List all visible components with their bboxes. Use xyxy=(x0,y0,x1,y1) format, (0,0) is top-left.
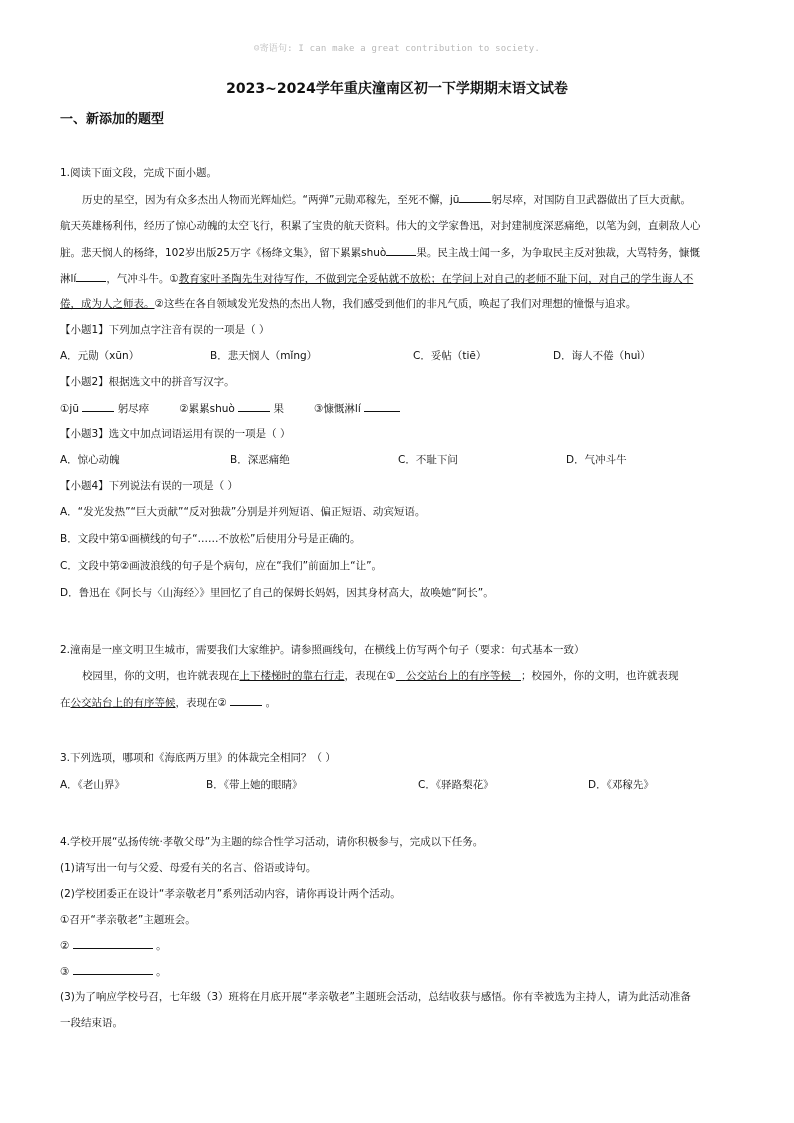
q4-task-2-item-3: ③ 。 xyxy=(60,963,167,980)
q1-sub3-option-d[interactable]: D．气冲斗牛 xyxy=(566,454,627,466)
q1-sub3-option-a[interactable]: A．惊心动魄 xyxy=(60,454,120,466)
q1-sub3-option-b[interactable]: B．深恶痛绝 xyxy=(230,454,290,466)
q1-passage-line-5: 倦，成为人之师表。②这些在各自领域发光发热的杰出人物，我们感受到他们的非凡气质，唤起了我们对理想的憧憬与追求。 xyxy=(60,298,637,310)
answer-blank-activity-2[interactable] xyxy=(73,937,153,949)
q4-task-1: (1)请写出一句与父爱、母爱有关的名言、俗语或诗句。 xyxy=(60,862,317,874)
blank-shuo[interactable] xyxy=(386,244,416,256)
q4-task-2: (2)学校团委正在设计“孝亲敬老月”系列活动内容，请你再设计两个活动。 xyxy=(60,888,401,900)
q1-passage-line-3: 脏。悲天悯人的杨绛，102岁出版25万字《杨绛文集》，留下累累shuò 果。民主战士闻一多，为争取民主反对独裁，大骂特务，慷慨 xyxy=(60,244,700,261)
q3-stem: 3.下列选项，哪项和《海底两万里》的体裁完全相同？（ ） xyxy=(60,752,336,764)
q1-sub4-stem: 【小题4】下列说法有误的一项是（ ） xyxy=(60,480,239,492)
answer-blank-activity-3[interactable] xyxy=(73,963,153,975)
q4-task-2-item-2: ② 。 xyxy=(60,937,167,954)
answer-blank-q2-1[interactable]: 公交站台上的有序等候 xyxy=(405,670,511,682)
blank-li[interactable] xyxy=(76,270,106,282)
q1-sub1-stem: 【小题1】下列加点字注音有误的一项是（ ） xyxy=(60,324,270,336)
underlined-sentence-1: 教育家叶圣陶先生对待写作，不做到完全妥帖就不放松；在学问上对自己的老师不耻下问，对自己的学生诲人不 xyxy=(178,273,694,285)
q4-stem: 4.学校开展“弘扬传统·孝敬父母”为主题的综合性学习活动，请你积极参与，完成以下任务。 xyxy=(60,836,484,848)
q3-option-b[interactable]: B．《带上她的眼睛》 xyxy=(206,779,303,791)
q2-stem: 2.潼南是一座文明卫生城市，需要我们大家维护。请参照画线句，在横线上仿写两个句子（要求：句式基本一致） xyxy=(60,644,585,656)
q1-sub4-option-d[interactable]: D．鲁迅在《阿长与〈山海经〉》里回忆了自己的保姆长妈妈，因其身材高大，故唤她“阿长”。 xyxy=(60,587,494,599)
answer-blank-3[interactable] xyxy=(364,400,400,412)
q1-passage-line-1: 历史的星空，因为有众多杰出人物而光辉灿烂。“两弹”元勋邓稼先，至死不懈，jū 躬尽瘁，对国防自卫武器做出了巨大贡献。 xyxy=(82,191,691,208)
q2-line-2: 在公交站台上的有序等候，表现在② 。 xyxy=(60,694,276,711)
q3-option-a[interactable]: A．《老山界》 xyxy=(60,779,125,791)
wavy-sentence-2: ②这些在各自领域发光发热的杰出人物，我们感受到他们的非凡气质，唤起了我们对理想的憧憬与追求。 xyxy=(154,298,637,310)
q3-option-c[interactable]: C．《驿路梨花》 xyxy=(418,779,494,791)
watermark-motto: ☺寄语句: I can make a great contribution to society. xyxy=(253,44,541,54)
q1-sub2-stem: 【小题2】根据选文中的拼音写汉字。 xyxy=(60,376,235,388)
q1-sub4-option-c[interactable]: C．文段中第②画波浪线的句子是个病句，应在“我们”前面加上“让”。 xyxy=(60,560,383,572)
q4-task-3-line-2: 一段结束语。 xyxy=(60,1017,123,1029)
q1-sub1-option-d[interactable]: D．诲人不倦（huì） xyxy=(553,350,651,362)
answer-blank-q2-2[interactable] xyxy=(230,694,262,706)
model-underlined-phrase: 上下楼梯时的靠右行走 xyxy=(239,670,345,682)
q1-passage-line-4: 淋lí ，气冲斗牛。①教育家叶圣陶先生对待写作，不做到完全妥帖就不放松；在学问上对自己的老师不耻下问，对自己的学生诲人不 xyxy=(60,270,693,287)
q4-task-3-line-1: (3)为了响应学校号召，七年级（3）班将在月底开展“孝亲敬老”主题班会活动，总结收获与感悟。你有幸被选为主持人，请为此活动准备 xyxy=(60,991,691,1003)
q3-option-d[interactable]: D．《邓稼先》 xyxy=(588,779,654,791)
q1-sub1-option-b[interactable]: B．悲天悯人（mǐng） xyxy=(210,350,318,362)
q1-sub2-answers: ①jū 躬尽瘁 ②累累shuò 果 ③慷慨淋lí xyxy=(60,400,400,417)
q1-intro: 1.阅读下面文段，完成下面小题。 xyxy=(60,167,218,179)
answer-blank-2[interactable] xyxy=(238,400,270,412)
q1-sub3-stem: 【小题3】选文中加点词语运用有误的一项是（ ） xyxy=(60,428,291,440)
q2-line-1: 校园里，你的文明，也许就表现在上下楼梯时的靠右行走，表现在① 公交站台上的有序等候 ；校园外，你的文明，也许就表现 xyxy=(82,670,679,682)
answer-blank-1[interactable] xyxy=(82,400,114,412)
section-heading: 一、新添加的题型 xyxy=(60,112,165,127)
q4-task-2-item-1: ①召开“孝亲敬老”主题班会。 xyxy=(60,914,196,926)
blank-ju[interactable] xyxy=(459,191,491,203)
q1-sub1-option-a[interactable]: A．元勋（xūn） xyxy=(60,350,140,362)
q1-sub4-option-b[interactable]: B．文段中第①画横线的句子“……不放松”后使用分号是正确的。 xyxy=(60,533,361,545)
q1-sub4-option-a[interactable]: A．“发光发热”“巨大贡献”“反对独裁”分别是并列短语、偏正短语、动宾短语。 xyxy=(60,506,426,518)
q1-passage-line-2: 航天英雄杨利伟，经历了惊心动魄的太空飞行，积累了宝贵的航天资料。伟大的文学家鲁迅，对封建制度深恶痛绝，以笔为剑，直刺敌人心 xyxy=(60,220,701,232)
q1-sub1-option-c[interactable]: C．妥帖（tiē） xyxy=(413,350,487,362)
exam-title: 2023~2024学年重庆潼南区初一下学期期末语文试卷 xyxy=(226,81,568,97)
q1-sub3-option-c[interactable]: C．不耻下问 xyxy=(398,454,458,466)
